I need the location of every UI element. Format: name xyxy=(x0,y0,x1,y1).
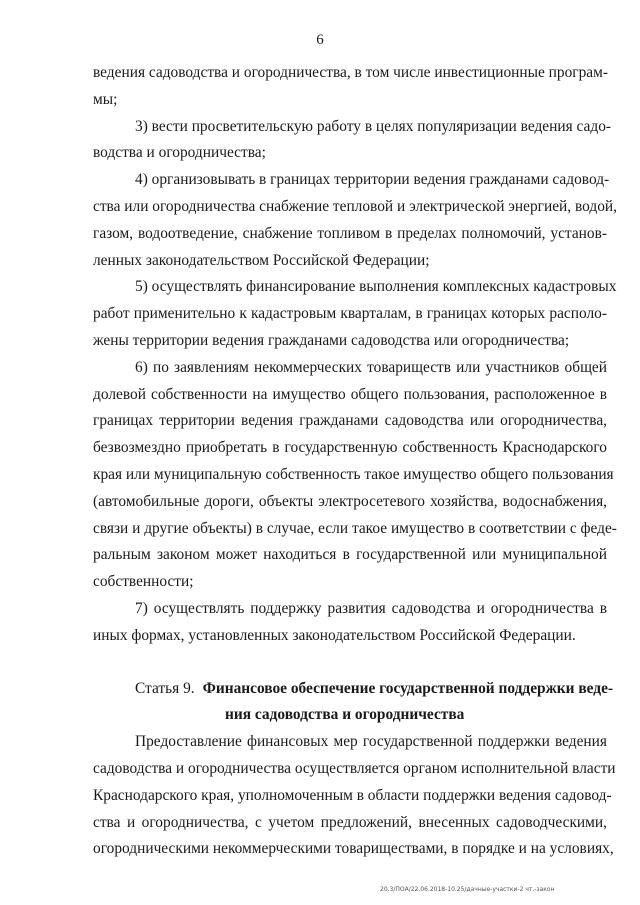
text-line: границах территории ведения гражданами садоводства или огородничества, xyxy=(93,412,607,430)
text-line: 5) осуществлять финансирование выполнения комплексных кадастровых xyxy=(135,278,617,296)
text-line: края или муниципальную собственность такое имущество общего пользования xyxy=(93,465,614,483)
article-heading-line xyxy=(93,702,607,729)
section-gap xyxy=(93,650,607,676)
article-heading xyxy=(93,676,614,730)
page-number: 6 xyxy=(316,32,324,48)
text-line: 3) вести просветительскую работу в целях популяризации ведения садо- xyxy=(135,117,612,135)
text-line: водства и огородничества; xyxy=(93,144,266,162)
text-line: Краснодарского края, уполномоченным в области поддержки ведения садовод- xyxy=(93,786,612,804)
text-line: газом, водоотведение, снабжение топливом в пределах полномочий, установ- xyxy=(93,224,607,242)
paragraph xyxy=(93,596,607,650)
text-line: собственности; xyxy=(93,573,194,591)
article-label: Статья 9. xyxy=(135,679,195,697)
text-line: ства или огородничества снабжение тепловой и электрической энергией, водой, xyxy=(93,197,618,215)
text-line: ленных законодательством Российской Федерации; xyxy=(93,251,430,269)
text-line: мы; xyxy=(93,90,118,108)
text-line: иных формах, установленных законодательством Российской Федерации. xyxy=(93,626,576,644)
text-line: долевой собственности на имущество общего пользования, расположенное в xyxy=(93,385,607,403)
document-body xyxy=(93,60,618,863)
paragraph xyxy=(93,60,607,114)
paragraph xyxy=(93,274,617,354)
paragraph xyxy=(93,729,616,863)
text-line: жены территории ведения гражданами садоводства или огородничества; xyxy=(93,331,570,349)
article-title: Финансовое обеспечение государственной поддержки веде- xyxy=(202,679,614,697)
text-line: ральным законом может находиться в государственной или муниципальной xyxy=(93,546,607,564)
article-title: ния садоводства и огородничества xyxy=(225,706,465,724)
text-line: (автомобильные дороги, объекты электросетевого хозяйства, водоснабжения, xyxy=(93,492,607,510)
text-line: садоводства и огородничества осуществляется органом исполнительной власти xyxy=(93,759,616,777)
article-heading-line xyxy=(93,676,614,703)
text-line: работ применительно к кадастровым кварталам, в границах которых располо- xyxy=(93,305,607,323)
text-line: 7) осуществлять поддержку развития садоводства и огородничества в xyxy=(135,599,607,617)
text-line: 6) по заявлениям некоммерческих товариществ или участников общей xyxy=(135,358,607,376)
text-line: Предоставление финансовых мер государственной поддержки ведения xyxy=(135,733,607,751)
paragraph xyxy=(93,114,612,168)
text-line: ства и огородничества, с учетом предложений, внесенных садоводческими, xyxy=(93,813,607,831)
paragraph xyxy=(93,167,618,274)
paragraph xyxy=(93,355,617,596)
text-line: безвозмездно приобретать в государственную собственность Краснодарского xyxy=(93,439,607,457)
text-line: 4) организовывать в границах территории ведения гражданами садовод- xyxy=(135,171,610,189)
text-line: ведения садоводства и огородничества, в том числе инвестиционные програм- xyxy=(93,64,608,81)
text-line: связи и другие объекты) в случае, если такое имущество в соответствии с феде- xyxy=(93,519,617,537)
text-line: огородническими некоммерческими товариществами, в порядке и на условиях, xyxy=(93,840,614,858)
document-footer: 20.3/ПОА/22.06.2018-10.25/дачные-участки-2 чт.-закон xyxy=(380,886,555,893)
